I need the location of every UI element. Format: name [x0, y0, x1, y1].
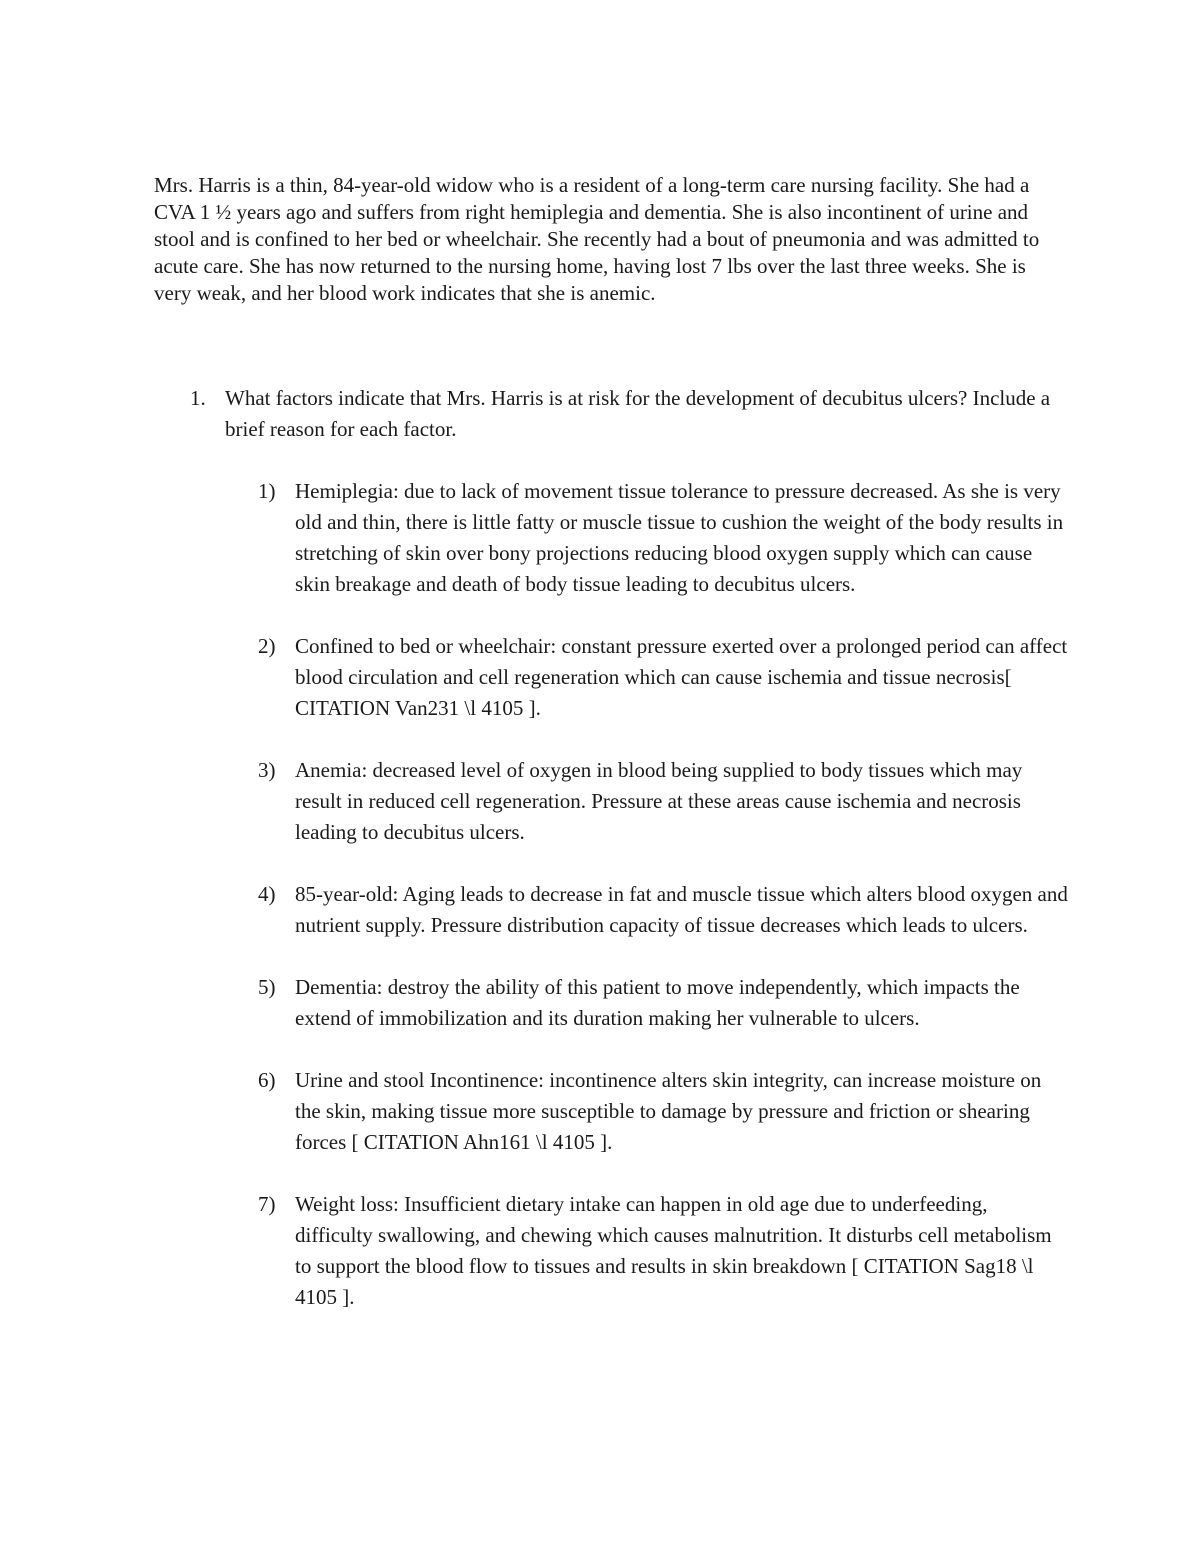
question-item [190, 383, 1070, 445]
list-item [258, 1065, 1068, 1158]
list-marker: 5) [258, 975, 276, 999]
list-marker: 7) [258, 1192, 276, 1216]
list-marker: 1) [258, 479, 276, 503]
question-number: 1. [190, 386, 206, 410]
list-item-text: Weight loss: Insufficient dietary intake can happen in old age due to underfeeding, difficulty swallowing, and chewing which causes malnutrition. It disturbs cell metabolism to support the blood flow to tissues and results in skin breakdown [ CITATION Sag18 \l 4105 ]. [295, 1192, 1052, 1309]
question-text: What factors indicate that Mrs. Harris is at risk for the development of decubitus ulcers? Include a brief reason for each factor. [225, 386, 1051, 441]
list-item-text: Dementia: destroy the ability of this patient to move independently, which impacts the extend of immobilization and its duration making her vulnerable to ulcers. [295, 975, 1020, 1030]
list-item [258, 879, 1068, 941]
list-marker: 3) [258, 758, 276, 782]
list-item-text: Anemia: decreased level of oxygen in blood being supplied to body tissues which may result in reduced cell regeneration. Pressure at these areas cause ischemia and necrosis leading to decubitus ulcers. [295, 758, 1023, 844]
list-item [258, 755, 1068, 848]
list-item [258, 476, 1068, 600]
list-marker: 6) [258, 1068, 276, 1092]
list-item [258, 631, 1068, 724]
list-marker: 2) [258, 634, 276, 658]
case-description: Mrs. Harris is a thin, 84-year-old widow who is a resident of a long-term care nursing facility. She had a CVA 1 ½ years ago and suffers from right hemiplegia and dementia. She is also incontinent of urine and stool and is confined to her bed or wheelchair. She recently had a bout of pneumonia and was admitted to acute care. She has now returned to the nursing home, having lost 7 lbs over the last three weeks. She is very weak, and her blood work indicates that she is anemic. [154, 173, 1040, 305]
list-item-text: 85-year-old: Aging leads to decrease in fat and muscle tissue which alters blood oxygen and nutrient supply. Pressure distribution capacity of tissue decreases which leads to ulcers. [295, 882, 1068, 937]
list-item [258, 1189, 1068, 1313]
list-item-text: Confined to bed or wheelchair: constant pressure exerted over a prolonged period can affect blood circulation and cell regeneration which can cause ischemia and tissue necrosis[ CITATION Van231 \l 4105 ]. [295, 634, 1068, 720]
list-item-text: Hemiplegia: due to lack of movement tissue tolerance to pressure decreased. As she is very old and thin, there is little fatty or muscle tissue to cushion the weight of the body results in stretching of skin over bony projections reducing blood oxygen supply which can cause skin breakage and death of body tissue leading to decubitus ulcers. [295, 479, 1064, 596]
list-item [258, 972, 1068, 1034]
list-marker: 4) [258, 882, 276, 906]
risk-factor-list [258, 476, 1068, 1344]
list-item-text: Urine and stool Incontinence: incontinence alters skin integrity, can increase moisture on the skin, making tissue more susceptible to damage by pressure and friction or shearing forces [ CITATION Ahn161 \l 4105 ]. [295, 1068, 1042, 1154]
